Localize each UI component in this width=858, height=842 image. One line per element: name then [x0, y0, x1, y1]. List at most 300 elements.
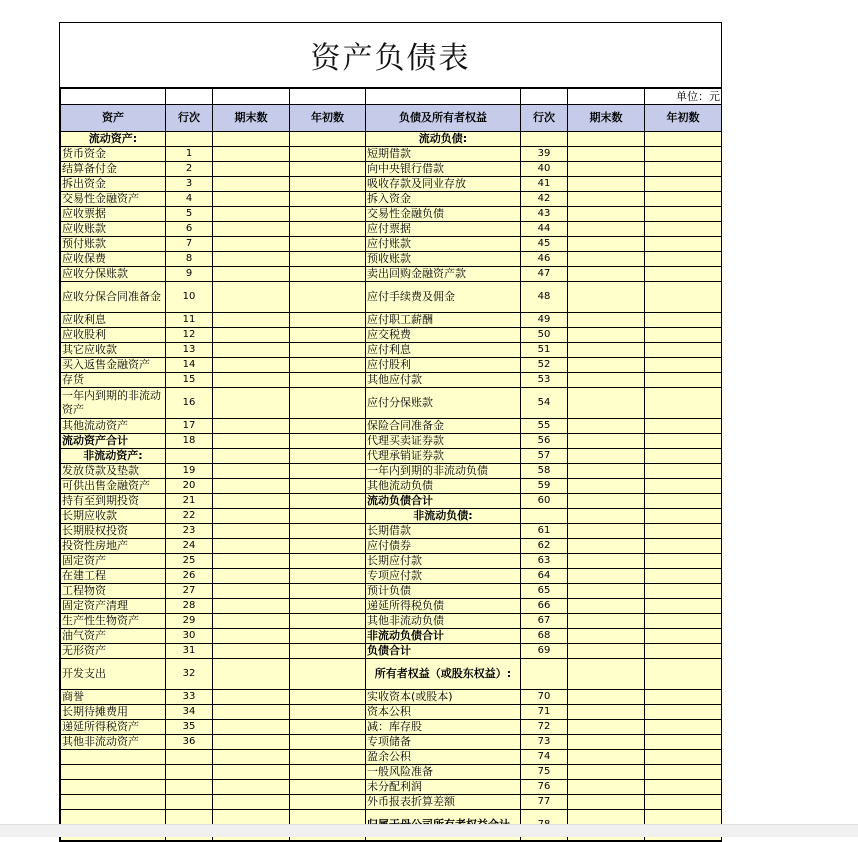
liability-line-no[interactable]: 48 — [521, 282, 568, 313]
liability-item[interactable]: 其他非流动负债 — [366, 614, 521, 629]
liability-line-no[interactable]: 66 — [521, 599, 568, 614]
asset-period-end[interactable] — [213, 614, 290, 629]
liability-year-begin[interactable] — [645, 690, 722, 705]
asset-line-no[interactable]: 32 — [166, 659, 213, 690]
asset-period-end[interactable] — [213, 222, 290, 237]
liability-year-begin[interactable] — [645, 554, 722, 569]
asset-period-end[interactable] — [213, 720, 290, 735]
header-assets[interactable]: 资产 — [61, 105, 166, 132]
liability-year-begin[interactable] — [645, 464, 722, 479]
liability-item[interactable]: 交易性金融负债 — [366, 207, 521, 222]
liability-period-end[interactable] — [568, 282, 645, 313]
liability-item[interactable]: 预收账款 — [366, 252, 521, 267]
liability-year-begin[interactable] — [645, 509, 722, 524]
liability-item[interactable]: 递延所得税负债 — [366, 599, 521, 614]
asset-item[interactable]: 工程物资 — [61, 584, 166, 599]
liability-period-end[interactable] — [568, 192, 645, 207]
asset-item[interactable]: 应收股利 — [61, 328, 166, 343]
liability-line-no[interactable]: 54 — [521, 388, 568, 419]
liability-year-begin[interactable] — [645, 328, 722, 343]
liability-line-no[interactable]: 59 — [521, 479, 568, 494]
liability-item[interactable]: 负债合计 — [366, 644, 521, 659]
cell[interactable] — [290, 89, 366, 105]
liability-item[interactable]: 拆入资金 — [366, 192, 521, 207]
liability-item[interactable]: 应付票据 — [366, 222, 521, 237]
asset-line-no[interactable] — [166, 449, 213, 464]
asset-year-begin[interactable] — [290, 614, 366, 629]
header-year-begin-2[interactable]: 年初数 — [645, 105, 722, 132]
liability-line-no[interactable]: 74 — [521, 750, 568, 765]
asset-item[interactable]: 可供出售金融资产 — [61, 479, 166, 494]
asset-line-no[interactable]: 22 — [166, 509, 213, 524]
asset-period-end[interactable] — [213, 629, 290, 644]
liability-year-begin[interactable] — [645, 373, 722, 388]
liability-item[interactable]: 盈余公积 — [366, 750, 521, 765]
asset-year-begin[interactable] — [290, 207, 366, 222]
header-period-end-2[interactable]: 期末数 — [568, 105, 645, 132]
liability-line-no[interactable]: 56 — [521, 434, 568, 449]
asset-line-no[interactable]: 5 — [166, 207, 213, 222]
liability-year-begin[interactable] — [645, 388, 722, 419]
liability-period-end[interactable] — [568, 690, 645, 705]
liability-item[interactable]: 一般风险准备 — [366, 765, 521, 780]
asset-period-end[interactable] — [213, 419, 290, 434]
liability-line-no[interactable]: 40 — [521, 162, 568, 177]
liability-item[interactable]: 应付分保账款 — [366, 388, 521, 419]
liability-year-begin[interactable] — [645, 343, 722, 358]
asset-period-end[interactable] — [213, 343, 290, 358]
liability-period-end[interactable] — [568, 177, 645, 192]
liability-period-end[interactable] — [568, 554, 645, 569]
cell[interactable] — [213, 89, 290, 105]
liability-period-end[interactable] — [568, 765, 645, 780]
liability-line-no[interactable]: 69 — [521, 644, 568, 659]
liability-line-no[interactable]: 60 — [521, 494, 568, 509]
header-period-end[interactable]: 期末数 — [213, 105, 290, 132]
asset-item[interactable] — [61, 780, 166, 795]
asset-item[interactable]: 商誉 — [61, 690, 166, 705]
asset-line-no[interactable]: 9 — [166, 267, 213, 282]
liability-period-end[interactable] — [568, 132, 645, 147]
asset-period-end[interactable] — [213, 162, 290, 177]
asset-item[interactable]: 其它应收款 — [61, 343, 166, 358]
liability-line-no[interactable]: 70 — [521, 690, 568, 705]
asset-period-end[interactable] — [213, 147, 290, 162]
asset-year-begin[interactable] — [290, 237, 366, 252]
asset-year-begin[interactable] — [290, 599, 366, 614]
liability-period-end[interactable] — [568, 795, 645, 810]
asset-item[interactable]: 流动资产合计 — [61, 434, 166, 449]
liability-item[interactable]: 向中央银行借款 — [366, 162, 521, 177]
asset-item[interactable]: 存货 — [61, 373, 166, 388]
asset-item[interactable]: 在建工程 — [61, 569, 166, 584]
liability-item[interactable]: 保险合同准备金 — [366, 419, 521, 434]
liability-item[interactable]: 未分配利润 — [366, 780, 521, 795]
asset-year-begin[interactable] — [290, 659, 366, 690]
liability-period-end[interactable] — [568, 419, 645, 434]
asset-year-begin[interactable] — [290, 509, 366, 524]
liability-period-end[interactable] — [568, 705, 645, 720]
liability-year-begin[interactable] — [645, 795, 722, 810]
asset-year-begin[interactable] — [290, 750, 366, 765]
liability-line-no[interactable] — [521, 659, 568, 690]
liability-item[interactable]: 代理承销证券款 — [366, 449, 521, 464]
asset-year-begin[interactable] — [290, 388, 366, 419]
liability-year-begin[interactable] — [645, 750, 722, 765]
asset-item[interactable]: 应收利息 — [61, 313, 166, 328]
asset-item[interactable]: 流动资产: — [61, 132, 166, 147]
liability-period-end[interactable] — [568, 358, 645, 373]
asset-line-no[interactable]: 15 — [166, 373, 213, 388]
liability-period-end[interactable] — [568, 479, 645, 494]
asset-item[interactable]: 结算备付金 — [61, 162, 166, 177]
asset-period-end[interactable] — [213, 554, 290, 569]
liability-line-no[interactable]: 51 — [521, 343, 568, 358]
liability-line-no[interactable]: 65 — [521, 584, 568, 599]
asset-year-begin[interactable] — [290, 479, 366, 494]
liability-period-end[interactable] — [568, 343, 645, 358]
asset-period-end[interactable] — [213, 705, 290, 720]
asset-item[interactable]: 一年内到期的非流动资产 — [61, 388, 166, 419]
liability-line-no[interactable]: 73 — [521, 735, 568, 750]
liability-year-begin[interactable] — [645, 132, 722, 147]
asset-line-no[interactable] — [166, 132, 213, 147]
liability-item[interactable]: 应付账款 — [366, 237, 521, 252]
asset-period-end[interactable] — [213, 735, 290, 750]
liability-line-no[interactable]: 46 — [521, 252, 568, 267]
header-line-no[interactable]: 行次 — [166, 105, 213, 132]
liability-year-begin[interactable] — [645, 192, 722, 207]
asset-period-end[interactable] — [213, 539, 290, 554]
header-year-begin[interactable]: 年初数 — [290, 105, 366, 132]
asset-period-end[interactable] — [213, 690, 290, 705]
asset-line-no[interactable]: 30 — [166, 629, 213, 644]
liability-line-no[interactable] — [521, 132, 568, 147]
asset-item[interactable] — [61, 765, 166, 780]
liability-line-no[interactable]: 64 — [521, 569, 568, 584]
asset-item[interactable]: 应收保费 — [61, 252, 166, 267]
liability-period-end[interactable] — [568, 584, 645, 599]
asset-period-end[interactable] — [213, 780, 290, 795]
asset-year-begin[interactable] — [290, 584, 366, 599]
asset-line-no[interactable]: 35 — [166, 720, 213, 735]
asset-line-no[interactable]: 13 — [166, 343, 213, 358]
liability-year-begin[interactable] — [645, 252, 722, 267]
asset-line-no[interactable]: 24 — [166, 539, 213, 554]
asset-line-no[interactable]: 3 — [166, 177, 213, 192]
asset-line-no[interactable]: 26 — [166, 569, 213, 584]
liability-item[interactable]: 应付股利 — [366, 358, 521, 373]
asset-line-no[interactable] — [166, 750, 213, 765]
liability-line-no[interactable]: 45 — [521, 237, 568, 252]
asset-year-begin[interactable] — [290, 720, 366, 735]
asset-year-begin[interactable] — [290, 705, 366, 720]
asset-year-begin[interactable] — [290, 464, 366, 479]
liability-period-end[interactable] — [568, 780, 645, 795]
cell[interactable] — [521, 89, 568, 105]
asset-item[interactable]: 交易性金融资产 — [61, 192, 166, 207]
asset-item[interactable]: 长期应收款 — [61, 509, 166, 524]
asset-item[interactable]: 发放贷款及垫款 — [61, 464, 166, 479]
liability-line-no[interactable]: 72 — [521, 720, 568, 735]
asset-year-begin[interactable] — [290, 132, 366, 147]
liability-year-begin[interactable] — [645, 162, 722, 177]
liability-period-end[interactable] — [568, 735, 645, 750]
asset-line-no[interactable]: 12 — [166, 328, 213, 343]
asset-item[interactable]: 长期待摊费用 — [61, 705, 166, 720]
liability-period-end[interactable] — [568, 252, 645, 267]
asset-period-end[interactable] — [213, 569, 290, 584]
liability-period-end[interactable] — [568, 373, 645, 388]
asset-line-no[interactable] — [166, 795, 213, 810]
liability-year-begin[interactable] — [645, 705, 722, 720]
liability-item[interactable]: 其他流动负债 — [366, 479, 521, 494]
liability-line-no[interactable]: 55 — [521, 419, 568, 434]
asset-year-begin[interactable] — [290, 282, 366, 313]
asset-period-end[interactable] — [213, 765, 290, 780]
asset-period-end[interactable] — [213, 599, 290, 614]
liability-year-begin[interactable] — [645, 479, 722, 494]
asset-period-end[interactable] — [213, 464, 290, 479]
asset-period-end[interactable] — [213, 659, 290, 690]
liability-line-no[interactable]: 39 — [521, 147, 568, 162]
asset-line-no[interactable]: 2 — [166, 162, 213, 177]
asset-line-no[interactable]: 18 — [166, 434, 213, 449]
liability-line-no[interactable]: 41 — [521, 177, 568, 192]
asset-period-end[interactable] — [213, 449, 290, 464]
liability-year-begin[interactable] — [645, 222, 722, 237]
liability-period-end[interactable] — [568, 222, 645, 237]
asset-item[interactable]: 持有至到期投资 — [61, 494, 166, 509]
asset-year-begin[interactable] — [290, 222, 366, 237]
header-liabilities-equity[interactable]: 负债及所有者权益 — [366, 105, 521, 132]
asset-period-end[interactable] — [213, 509, 290, 524]
asset-line-no[interactable] — [166, 765, 213, 780]
asset-year-begin[interactable] — [290, 162, 366, 177]
asset-item[interactable]: 投资性房地产 — [61, 539, 166, 554]
liability-item[interactable]: 短期借款 — [366, 147, 521, 162]
liability-period-end[interactable] — [568, 720, 645, 735]
liability-period-end[interactable] — [568, 267, 645, 282]
asset-year-begin[interactable] — [290, 644, 366, 659]
liability-item[interactable]: 应付手续费及佣金 — [366, 282, 521, 313]
asset-item[interactable]: 预付账款 — [61, 237, 166, 252]
asset-line-no[interactable]: 27 — [166, 584, 213, 599]
liability-item[interactable]: 实收资本(或股本) — [366, 690, 521, 705]
liability-line-no[interactable]: 49 — [521, 313, 568, 328]
asset-line-no[interactable]: 7 — [166, 237, 213, 252]
asset-line-no[interactable]: 4 — [166, 192, 213, 207]
liability-item[interactable]: 流动负债: — [366, 132, 521, 147]
liability-year-begin[interactable] — [645, 237, 722, 252]
asset-item[interactable]: 非流动资产: — [61, 449, 166, 464]
liability-line-no[interactable]: 67 — [521, 614, 568, 629]
liability-line-no[interactable]: 50 — [521, 328, 568, 343]
asset-period-end[interactable] — [213, 644, 290, 659]
liability-line-no[interactable]: 42 — [521, 192, 568, 207]
asset-period-end[interactable] — [213, 132, 290, 147]
liability-period-end[interactable] — [568, 388, 645, 419]
liability-item[interactable]: 专项储备 — [366, 735, 521, 750]
asset-period-end[interactable] — [213, 358, 290, 373]
asset-item[interactable]: 应收分保合同准备金 — [61, 282, 166, 313]
liability-item[interactable]: 外币报表折算差额 — [366, 795, 521, 810]
asset-line-no[interactable]: 17 — [166, 419, 213, 434]
asset-item[interactable]: 买入返售金融资产 — [61, 358, 166, 373]
liability-item[interactable]: 代理买卖证券款 — [366, 434, 521, 449]
liability-year-begin[interactable] — [645, 147, 722, 162]
cell[interactable] — [61, 89, 166, 105]
asset-item[interactable]: 固定资产 — [61, 554, 166, 569]
liability-year-begin[interactable] — [645, 177, 722, 192]
asset-line-no[interactable]: 1 — [166, 147, 213, 162]
asset-year-begin[interactable] — [290, 192, 366, 207]
asset-line-no[interactable]: 28 — [166, 599, 213, 614]
horizontal-scrollbar[interactable] — [0, 824, 858, 837]
asset-period-end[interactable] — [213, 434, 290, 449]
asset-year-begin[interactable] — [290, 147, 366, 162]
liability-year-begin[interactable] — [645, 282, 722, 313]
asset-year-begin[interactable] — [290, 494, 366, 509]
asset-year-begin[interactable] — [290, 358, 366, 373]
asset-year-begin[interactable] — [290, 449, 366, 464]
cell[interactable] — [166, 89, 213, 105]
liability-year-begin[interactable] — [645, 569, 722, 584]
liability-item[interactable]: 应交税费 — [366, 328, 521, 343]
asset-item[interactable]: 生产性生物资产 — [61, 614, 166, 629]
liability-line-no[interactable]: 71 — [521, 705, 568, 720]
asset-line-no[interactable]: 8 — [166, 252, 213, 267]
liability-item[interactable]: 长期应付款 — [366, 554, 521, 569]
asset-item[interactable]: 应收账款 — [61, 222, 166, 237]
liability-year-begin[interactable] — [645, 584, 722, 599]
liability-item[interactable]: 卖出回购金融资产款 — [366, 267, 521, 282]
liability-period-end[interactable] — [568, 147, 645, 162]
asset-period-end[interactable] — [213, 373, 290, 388]
liability-line-no[interactable]: 62 — [521, 539, 568, 554]
liability-year-begin[interactable] — [645, 780, 722, 795]
asset-year-begin[interactable] — [290, 629, 366, 644]
liability-line-no[interactable]: 43 — [521, 207, 568, 222]
asset-line-no[interactable]: 10 — [166, 282, 213, 313]
liability-line-no[interactable]: 61 — [521, 524, 568, 539]
asset-year-begin[interactable] — [290, 780, 366, 795]
liability-period-end[interactable] — [568, 434, 645, 449]
liability-year-begin[interactable] — [645, 539, 722, 554]
liability-period-end[interactable] — [568, 750, 645, 765]
liability-line-no[interactable] — [521, 509, 568, 524]
asset-period-end[interactable] — [213, 252, 290, 267]
asset-item[interactable]: 其他流动资产 — [61, 419, 166, 434]
unit-label[interactable]: 单位：元 — [645, 89, 722, 105]
asset-line-no[interactable]: 16 — [166, 388, 213, 419]
liability-line-no[interactable]: 76 — [521, 780, 568, 795]
asset-line-no[interactable]: 33 — [166, 690, 213, 705]
asset-item[interactable]: 递延所得税资产 — [61, 720, 166, 735]
asset-year-begin[interactable] — [290, 765, 366, 780]
liability-item[interactable]: 一年内到期的非流动负债 — [366, 464, 521, 479]
liability-item[interactable]: 应付利息 — [366, 343, 521, 358]
asset-line-no[interactable]: 34 — [166, 705, 213, 720]
liability-year-begin[interactable] — [645, 644, 722, 659]
liability-year-begin[interactable] — [645, 720, 722, 735]
asset-period-end[interactable] — [213, 750, 290, 765]
asset-item[interactable]: 应收分保账款 — [61, 267, 166, 282]
asset-item[interactable]: 应收票据 — [61, 207, 166, 222]
liability-period-end[interactable] — [568, 237, 645, 252]
asset-period-end[interactable] — [213, 584, 290, 599]
asset-line-no[interactable]: 29 — [166, 614, 213, 629]
liability-item[interactable]: 预计负债 — [366, 584, 521, 599]
asset-year-begin[interactable] — [290, 690, 366, 705]
asset-item[interactable]: 油气资产 — [61, 629, 166, 644]
asset-item[interactable]: 无形资产 — [61, 644, 166, 659]
asset-line-no[interactable]: 36 — [166, 735, 213, 750]
cell[interactable] — [366, 89, 521, 105]
asset-line-no[interactable]: 23 — [166, 524, 213, 539]
liability-line-no[interactable]: 63 — [521, 554, 568, 569]
liability-period-end[interactable] — [568, 313, 645, 328]
asset-item[interactable] — [61, 795, 166, 810]
liability-year-begin[interactable] — [645, 524, 722, 539]
liability-item[interactable]: 流动负债合计 — [366, 494, 521, 509]
liability-year-begin[interactable] — [645, 765, 722, 780]
liability-year-begin[interactable] — [645, 207, 722, 222]
asset-item[interactable]: 其他非流动资产 — [61, 735, 166, 750]
liability-period-end[interactable] — [568, 207, 645, 222]
liability-year-begin[interactable] — [645, 599, 722, 614]
liability-year-begin[interactable] — [645, 313, 722, 328]
asset-period-end[interactable] — [213, 479, 290, 494]
liability-year-begin[interactable] — [645, 419, 722, 434]
liability-line-no[interactable]: 53 — [521, 373, 568, 388]
asset-year-begin[interactable] — [290, 343, 366, 358]
liability-item[interactable]: 所有者权益（或股东权益）: — [366, 659, 521, 690]
liability-item[interactable]: 减：库存股 — [366, 720, 521, 735]
asset-year-begin[interactable] — [290, 313, 366, 328]
liability-period-end[interactable] — [568, 644, 645, 659]
liability-period-end[interactable] — [568, 494, 645, 509]
asset-year-begin[interactable] — [290, 252, 366, 267]
liability-year-begin[interactable] — [645, 614, 722, 629]
asset-line-no[interactable]: 21 — [166, 494, 213, 509]
asset-line-no[interactable]: 25 — [166, 554, 213, 569]
liability-period-end[interactable] — [568, 629, 645, 644]
liability-period-end[interactable] — [568, 524, 645, 539]
asset-year-begin[interactable] — [290, 569, 366, 584]
asset-year-begin[interactable] — [290, 434, 366, 449]
asset-line-no[interactable] — [166, 780, 213, 795]
liability-line-no[interactable]: 52 — [521, 358, 568, 373]
liability-line-no[interactable]: 68 — [521, 629, 568, 644]
asset-year-begin[interactable] — [290, 539, 366, 554]
liability-period-end[interactable] — [568, 599, 645, 614]
liability-line-no[interactable]: 75 — [521, 765, 568, 780]
asset-item[interactable]: 拆出资金 — [61, 177, 166, 192]
liability-year-begin[interactable] — [645, 735, 722, 750]
asset-year-begin[interactable] — [290, 795, 366, 810]
liability-year-begin[interactable] — [645, 494, 722, 509]
asset-period-end[interactable] — [213, 494, 290, 509]
liability-line-no[interactable]: 58 — [521, 464, 568, 479]
liability-item[interactable]: 其他应付款 — [366, 373, 521, 388]
asset-item[interactable]: 货币资金 — [61, 147, 166, 162]
asset-line-no[interactable]: 19 — [166, 464, 213, 479]
asset-year-begin[interactable] — [290, 735, 366, 750]
liability-year-begin[interactable] — [645, 358, 722, 373]
liability-period-end[interactable] — [568, 449, 645, 464]
liability-item[interactable]: 应付债券 — [366, 539, 521, 554]
